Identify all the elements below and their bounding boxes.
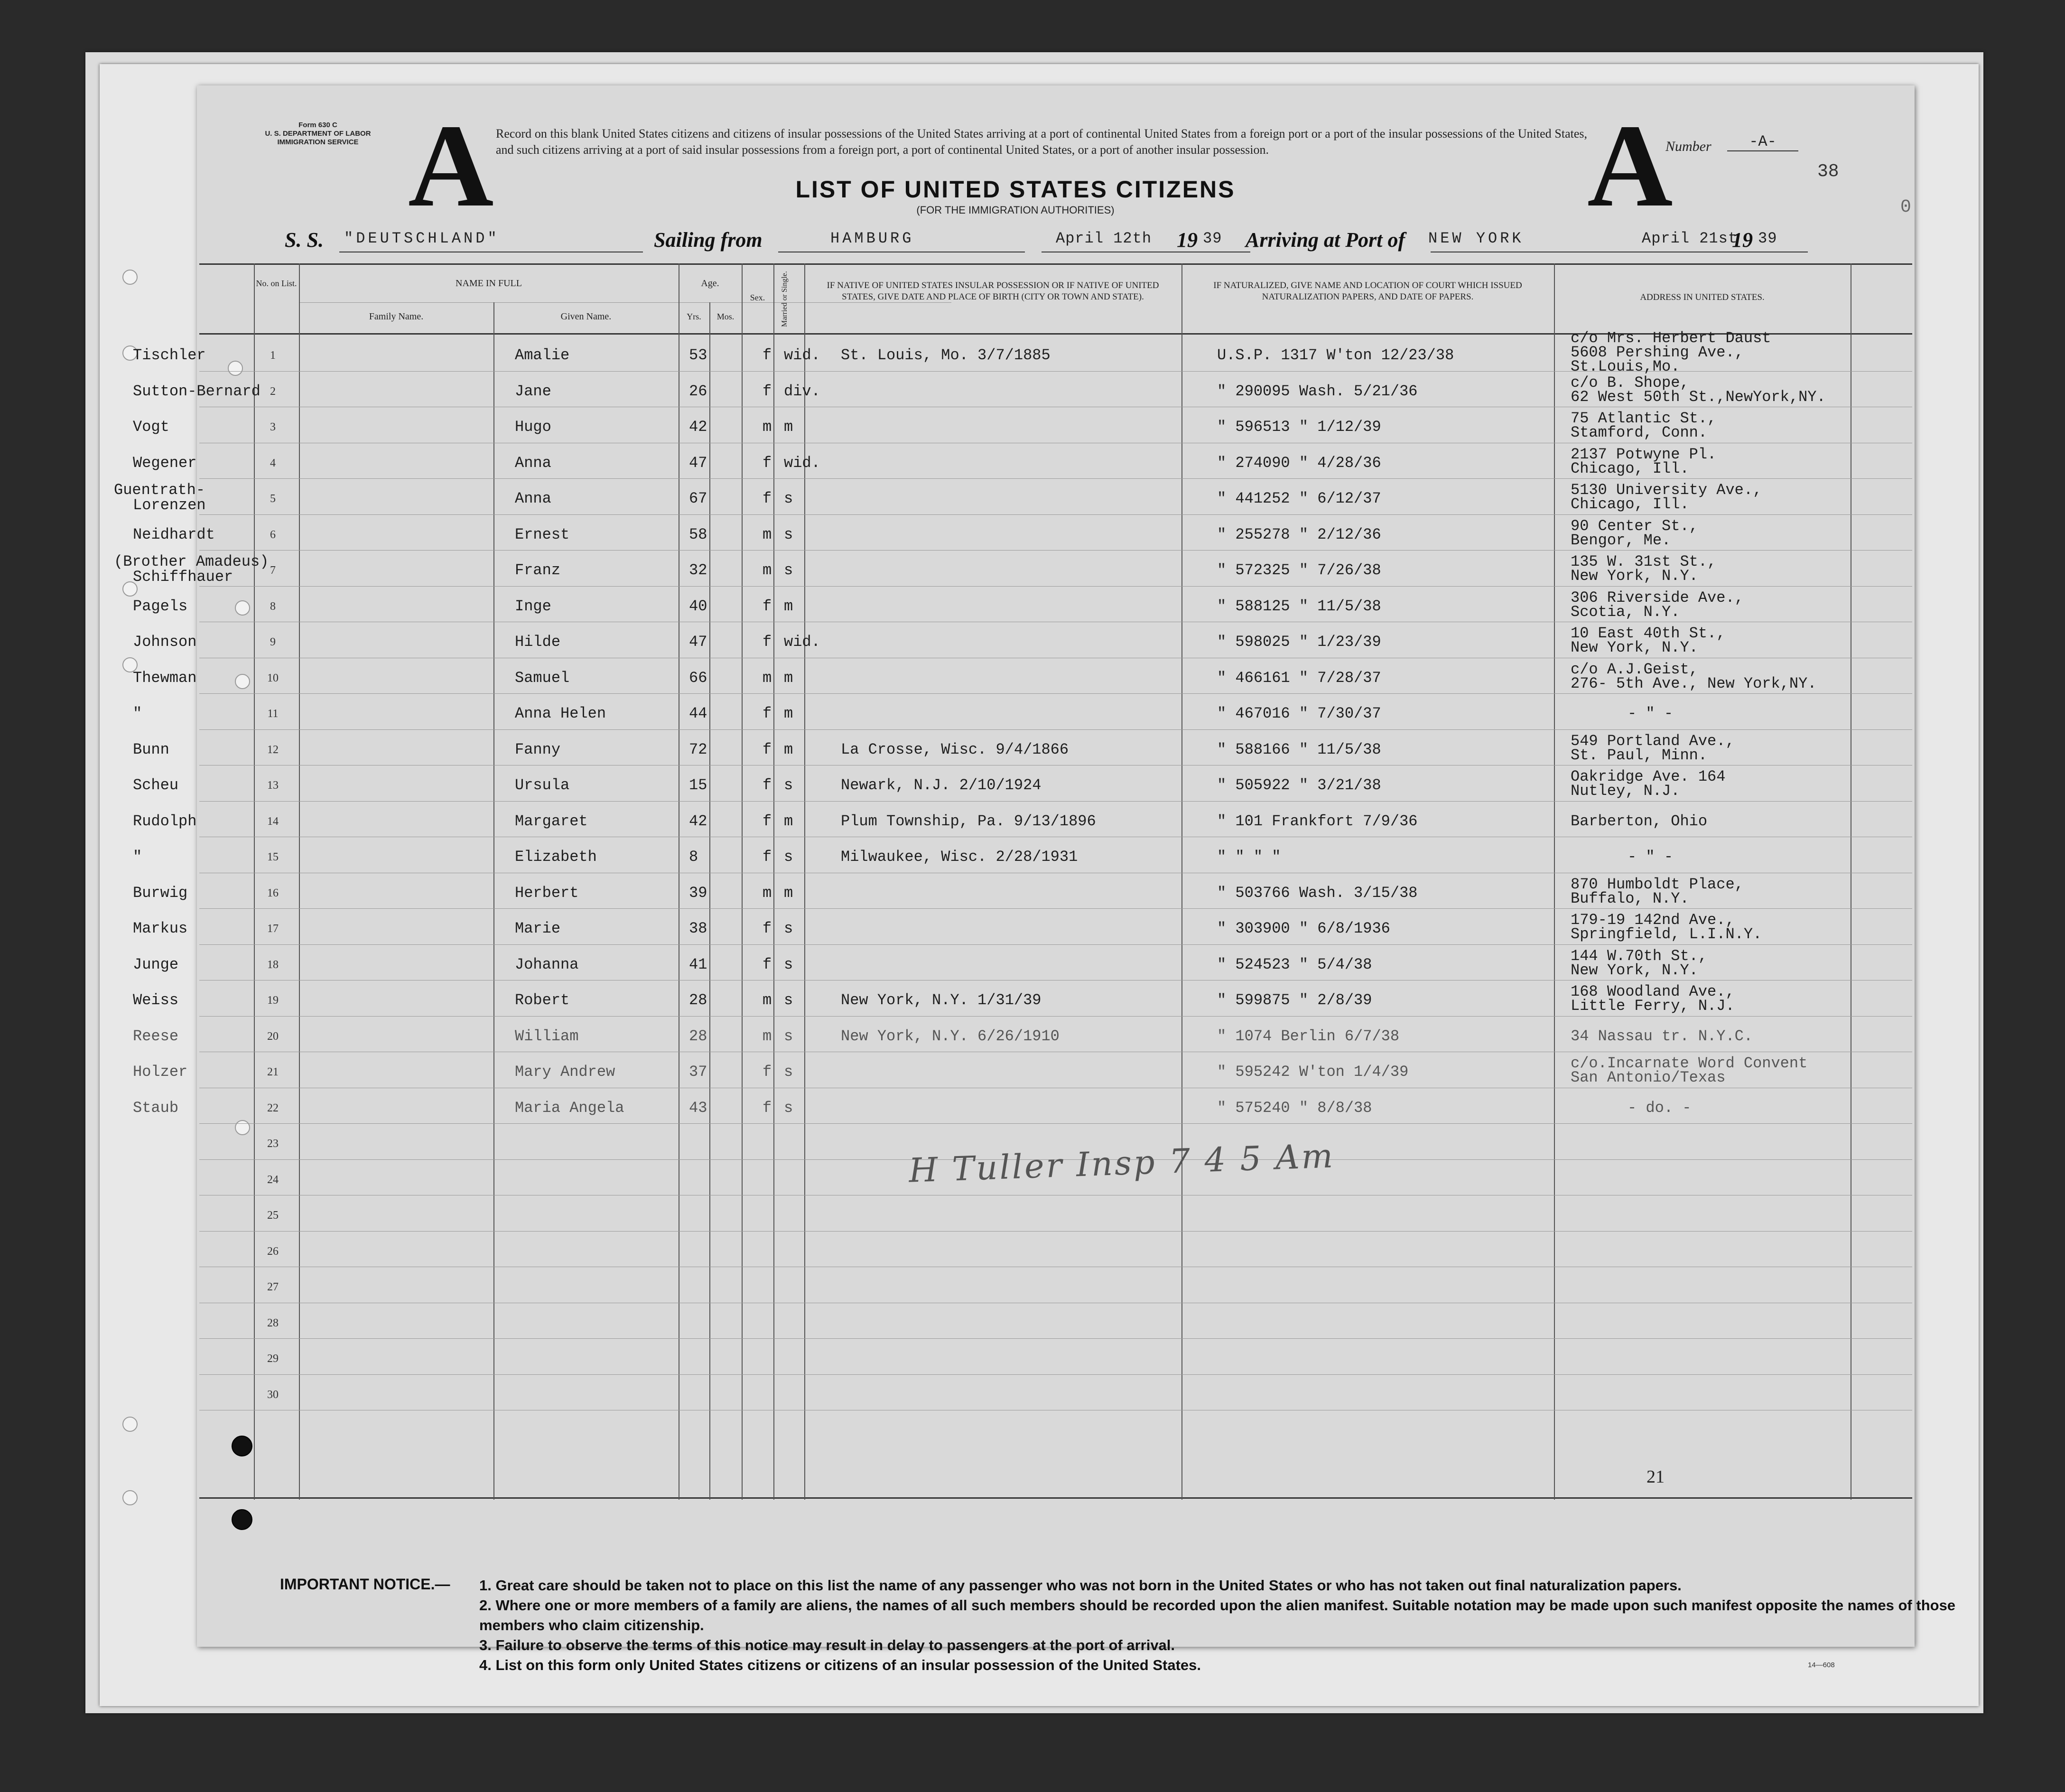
naturalization-info: " 274090 " 4/28/36 — [1217, 454, 1381, 472]
marital-status: s — [784, 1063, 793, 1081]
birth-info: Newark, N.J. 2/10/1924 — [841, 776, 1042, 794]
address-line-1: Oakridge Ave. 164 — [1571, 768, 1726, 785]
naturalization-info: " 595242 W'ton 1/4/39 — [1217, 1063, 1409, 1081]
naturalization-info: " 575240 " 8/8/38 — [1217, 1099, 1372, 1117]
age-years: 44 — [689, 705, 707, 722]
given-name: Mary Andrew — [515, 1063, 615, 1081]
inspector-signature: H Tuller Insp 7 4 5 Am — [908, 1136, 1336, 1190]
row-divider — [199, 801, 1912, 802]
marital-status: m — [784, 418, 793, 436]
address-line-1: - do. - — [1628, 1099, 1692, 1117]
arrival-port: NEW YORK — [1428, 230, 1524, 247]
family-name-line-2: Lorenzen — [133, 496, 206, 514]
sailing-port: HAMBURG — [830, 230, 914, 247]
row-number: 17 — [267, 923, 279, 935]
row-number: 2 — [270, 385, 276, 398]
marital-status: wid. — [784, 454, 820, 472]
notice-item-4: 4. List on this form only United States citizens or citizens of an insular possession of the United States. — [479, 1657, 1201, 1673]
address-line-1: 34 Nassau tr. N.Y.C. — [1571, 1027, 1753, 1045]
family-name: (Brother Amadeus) — [114, 553, 269, 570]
given-name: Hugo — [515, 418, 551, 436]
col-divider — [773, 263, 774, 1500]
family-name: Pagels — [133, 597, 188, 615]
given-name: William — [515, 1027, 579, 1045]
sex: f — [763, 920, 772, 937]
col-header-married: Married or Single. — [781, 271, 789, 327]
row-number: 3 — [270, 421, 276, 433]
address-line-2: Bengor, Me. — [1571, 531, 1671, 549]
given-name: Marie — [515, 920, 561, 937]
sex: m — [763, 1027, 772, 1045]
family-name: Guentrath- — [114, 481, 205, 499]
age-years: 28 — [689, 991, 707, 1009]
row-number: 18 — [267, 958, 279, 971]
family-name: Neidhardt — [133, 525, 215, 543]
given-name: Johanna — [515, 955, 579, 973]
table-top-border — [199, 263, 1912, 265]
notice-item-1: 1. Great care should be taken not to place on this list the name of any passenger who was not born in the United States or who has not taken out final naturalization papers. — [479, 1577, 1682, 1594]
row-number: 29 — [267, 1353, 279, 1365]
col-header-yrs: Yrs. — [687, 312, 701, 321]
sex: m — [763, 669, 772, 687]
year-prefix-1: 19 — [1177, 228, 1198, 252]
age-years: 53 — [689, 346, 707, 364]
marital-status: m — [784, 669, 793, 687]
address-line-2: St. Paul, Minn. — [1571, 746, 1708, 764]
given-name: Franz — [515, 561, 561, 579]
naturalization-info: " " " " — [1217, 848, 1281, 866]
address-line-2: Buffalo, N.Y. — [1571, 889, 1689, 907]
arriving-label: Arriving at Port of — [1246, 228, 1405, 252]
marital-status: m — [784, 597, 793, 615]
class-letter-left: A — [408, 100, 494, 232]
row-number: 4 — [270, 457, 276, 469]
row-divider — [199, 586, 1912, 587]
address-line-1: 75 Atlantic St., — [1571, 410, 1717, 427]
binder-hole — [232, 1509, 252, 1530]
age-years: 15 — [689, 776, 707, 794]
row-divider — [199, 908, 1912, 909]
address-line-2: 62 West 50th St.,NewYork,NY. — [1571, 388, 1826, 406]
given-name: Ursula — [515, 776, 570, 794]
address-line-2: New York, N.Y. — [1571, 567, 1698, 585]
form-code: 14—608 — [1808, 1661, 1835, 1669]
address-line-1: c/o B. Shope, — [1571, 373, 1689, 392]
given-name: Samuel — [515, 669, 570, 687]
col-header-family: Family Name. — [369, 311, 424, 322]
age-years: 47 — [689, 454, 707, 472]
age-years: 42 — [689, 418, 707, 436]
family-name: Reese — [133, 1027, 179, 1045]
row-number: 28 — [267, 1316, 279, 1329]
col-header-name: NAME IN FULL — [456, 278, 522, 289]
sex: f — [763, 346, 772, 364]
row-number: 7 — [270, 564, 276, 577]
sex: f — [763, 848, 772, 866]
naturalization-info: " 505922 " 3/21/38 — [1217, 776, 1381, 794]
marital-status: s — [784, 525, 793, 543]
address-line-1: 306 Riverside Ave., — [1571, 588, 1744, 607]
row-divider — [199, 944, 1912, 945]
form-identifier — [256, 121, 380, 147]
naturalization-info: " 503766 Wash. 3/15/38 — [1217, 884, 1418, 902]
age-years: 47 — [689, 633, 707, 651]
given-name: Robert — [515, 991, 570, 1009]
age-years: 38 — [689, 920, 707, 937]
family-name: Holzer — [133, 1063, 188, 1081]
row-number: 15 — [267, 851, 279, 863]
age-years: 58 — [689, 525, 707, 543]
row-divider — [199, 1231, 1912, 1232]
sex: f — [763, 597, 772, 615]
row-number: 5 — [270, 493, 276, 505]
age-years: 66 — [689, 669, 707, 687]
row-number: 24 — [267, 1173, 279, 1186]
address-line-2: Nutley, N.J. — [1571, 782, 1680, 800]
address-line-1: c/o Mrs. Herbert Daust — [1571, 329, 1771, 347]
sex: f — [763, 740, 772, 758]
col-header-given: Given Name. — [560, 311, 612, 322]
notice-item-2: 2. Where one or more members of a family are aliens, the names of all such members should be recorded upon the alien manifest. Suitable notation may be made upon such manifest opposite the names of those members who claim citizenship. — [479, 1597, 1956, 1633]
number-value: -A- — [1727, 133, 1798, 151]
address-line-1: 90 Center St., — [1571, 517, 1698, 535]
address-line-1: c/o A.J.Geist, — [1571, 660, 1698, 678]
row-number: 26 — [267, 1245, 279, 1258]
binder-hole — [122, 270, 138, 285]
notice-heading: IMPORTANT NOTICE.— — [280, 1576, 450, 1593]
naturalization-info: " 467016 " 7/30/37 — [1217, 705, 1381, 722]
age-years: 26 — [689, 382, 707, 400]
row-number: 8 — [270, 600, 276, 613]
marital-status: s — [784, 1099, 793, 1117]
address-line-2: Scotia, N.Y. — [1571, 603, 1680, 621]
sex: f — [763, 955, 772, 973]
marital-status: m — [784, 812, 793, 830]
family-name: Weiss — [133, 991, 179, 1009]
row-number: 13 — [267, 779, 279, 792]
marital-status: m — [784, 740, 793, 758]
naturalization-info: " 101 Frankfort 7/9/36 — [1217, 812, 1418, 830]
sex: m — [763, 561, 772, 579]
row-number: 11 — [267, 708, 279, 720]
naturalization-info: " 290095 Wash. 5/21/36 — [1217, 382, 1418, 400]
address-line-1: 870 Humboldt Place, — [1571, 875, 1744, 893]
address-line-1: c/o.Incarnate Word Convent — [1571, 1055, 1808, 1072]
family-name: Scheu — [133, 776, 179, 794]
row-number: 21 — [267, 1066, 279, 1078]
given-name: Anna — [515, 454, 551, 472]
col-divider — [493, 302, 494, 1500]
marital-status: s — [784, 1027, 793, 1045]
address-line-1: 549 Portland Ave., — [1571, 732, 1735, 750]
address-line-2: Chicago, Ill. — [1571, 459, 1689, 477]
sex: f — [763, 1063, 772, 1081]
given-name: Ernest — [515, 525, 570, 543]
col-header-mos: Mos. — [716, 312, 735, 321]
row-number: 12 — [267, 743, 279, 756]
family-name: Tischler — [133, 346, 206, 364]
sex: m — [763, 525, 772, 543]
col-divider — [254, 263, 255, 1500]
family-name: Thewman — [133, 669, 197, 687]
col-divider — [1181, 263, 1182, 1500]
row-number: 22 — [267, 1101, 279, 1114]
family-name: Wegener — [133, 454, 197, 472]
ss-label: S. S. — [285, 228, 324, 252]
birth-info: New York, N.Y. 6/26/1910 — [841, 1027, 1060, 1045]
address-line-1: 5130 University Ave., — [1571, 481, 1762, 499]
address-line-3: St.Louis,Mo. — [1571, 358, 1680, 375]
address-line-1: Barberton, Ohio — [1571, 812, 1708, 830]
marital-status: s — [784, 848, 793, 866]
row-number: 9 — [270, 636, 276, 648]
birth-info: La Crosse, Wisc. 9/4/1866 — [841, 740, 1069, 758]
sex: f — [763, 1099, 772, 1117]
sex: f — [763, 705, 772, 722]
address-line-1: 179-19 142nd Ave., — [1571, 911, 1735, 929]
age-years: 41 — [689, 955, 707, 973]
family-name: Bunn — [133, 740, 169, 758]
family-name: Johnson — [133, 633, 197, 651]
family-name: Vogt — [133, 418, 169, 436]
address-line-1: 144 W.70th St., — [1571, 947, 1708, 965]
naturalization-info: " 466161 " 7/28/37 — [1217, 669, 1381, 687]
age-years: 39 — [689, 884, 707, 902]
address-line-1: - " - — [1628, 705, 1674, 722]
address-line-2: San Antonio/Texas — [1571, 1069, 1726, 1086]
given-name: Elizabeth — [515, 848, 597, 866]
address-line-2: Chicago, Ill. — [1571, 495, 1689, 513]
naturalization-info: " 572325 " 7/26/38 — [1217, 561, 1381, 579]
row-divider — [199, 514, 1912, 515]
given-name: Amalie — [515, 346, 570, 364]
number-label: Number — [1665, 139, 1712, 154]
age-years: 42 — [689, 812, 707, 830]
birth-info: St. Louis, Mo. 3/7/1885 — [841, 346, 1051, 364]
marital-status: s — [784, 490, 793, 507]
marital-status: s — [784, 955, 793, 973]
marital-status: m — [784, 705, 793, 722]
row-divider — [199, 693, 1912, 694]
row-divider — [199, 550, 1912, 551]
marital-status: s — [784, 991, 793, 1009]
naturalization-info: " 598025 " 1/23/39 — [1217, 633, 1381, 651]
page-number: 38 — [1817, 161, 1839, 182]
col-divider — [804, 263, 805, 1500]
family-name: " — [133, 705, 142, 722]
stamp-number: 21 — [1646, 1467, 1665, 1487]
col-header-age: Age. — [701, 278, 719, 289]
address-line-1: 10 East 40th St., — [1571, 625, 1726, 642]
given-name: Herbert — [515, 884, 579, 902]
family-name: Markus — [133, 920, 188, 937]
col-header-birth: IF NATIVE OF UNITED STATES INSULAR POSSESSION OR IF NATIVE OF UNITED STATES, GIVE DATE AND PLACE OF BIRTH (CITY OR TOWN AND STATE). — [827, 280, 1159, 302]
naturalization-info: " 588166 " 11/5/38 — [1217, 740, 1381, 758]
notice-item-3: 3. Failure to observe the terms of this notice may result in delay to passengers at the port of arrival. — [479, 1637, 1175, 1653]
given-name: Jane — [515, 382, 551, 400]
age-years: 32 — [689, 561, 707, 579]
marital-status: div. — [784, 382, 820, 400]
address-line-2: 5608 Pershing Ave., — [1571, 344, 1744, 361]
address-line-2: Stamford, Conn. — [1571, 424, 1708, 441]
row-number: 27 — [267, 1281, 279, 1293]
marital-status: s — [784, 561, 793, 579]
marital-status: s — [784, 776, 793, 794]
age-years: 8 — [689, 848, 698, 866]
sex: f — [763, 812, 772, 830]
sailing-year: 39 — [1203, 230, 1222, 247]
naturalization-info: " 441252 " 6/12/37 — [1217, 490, 1381, 507]
arrival-year: 39 — [1758, 230, 1777, 247]
age-years: 43 — [689, 1099, 707, 1117]
col-divider — [299, 263, 300, 1500]
address-line-1: 168 Woodland Ave., — [1571, 983, 1735, 1000]
marital-status: s — [784, 920, 793, 937]
birth-info: New York, N.Y. 1/31/39 — [841, 991, 1042, 1009]
given-name: Anna Helen — [515, 705, 606, 722]
binder-hole — [122, 1490, 138, 1505]
row-divider — [199, 1338, 1912, 1339]
age-years: 40 — [689, 597, 707, 615]
marital-status: wid. — [784, 346, 820, 364]
naturalization-info: " 596513 " 1/12/39 — [1217, 418, 1381, 436]
row-number: 16 — [267, 887, 279, 899]
sailing-date: April 12th — [1056, 230, 1152, 247]
birth-info: Plum Township, Pa. 9/13/1896 — [841, 812, 1096, 830]
address-line-2: New York, N.Y. — [1571, 639, 1698, 656]
col-header-naturalized: IF NATURALIZED, GIVE NAME AND LOCATION OF COURT WHICH ISSUED NATURALIZATION PAPERS, AND DATE OF PAPERS. — [1213, 280, 1522, 302]
ship-name: "DEUTSCHLAND" — [344, 230, 500, 247]
given-name: Anna — [515, 490, 551, 507]
family-name: Junge — [133, 955, 179, 973]
given-name: Hilde — [515, 633, 561, 651]
age-years: 28 — [689, 1027, 707, 1045]
family-name: " — [133, 848, 142, 866]
given-name: Fanny — [515, 740, 561, 758]
birth-info: Milwaukee, Wisc. 2/28/1931 — [841, 848, 1078, 866]
row-number: 1 — [270, 349, 276, 362]
address-line-1: 135 W. 31st St., — [1571, 553, 1717, 570]
row-divider — [199, 1016, 1912, 1017]
naturalization-info: U.S.P. 1317 W'ton 12/23/38 — [1217, 346, 1454, 364]
address-line-1: 2137 Potwyne Pl. — [1571, 445, 1717, 463]
form-instructions: Record on this blank United States citizens and citizens of insular possessions of the United States arriving at a port of continental United States from a foreign port or a port of the insular possessions of the United States, and such citizens arriving at a port of said insular possessions from a foreign port, a port of continental United States, or a port of another insular possession. — [496, 127, 1587, 157]
given-name: Margaret — [515, 812, 588, 830]
given-name: Maria Angela — [515, 1099, 624, 1117]
marital-status: m — [784, 884, 793, 902]
marital-status: wid. — [784, 633, 820, 651]
address-line-2: New York, N.Y. — [1571, 961, 1698, 979]
sailing-label: Sailing from — [654, 228, 763, 252]
naturalization-info: " 1074 Berlin 6/7/38 — [1217, 1027, 1400, 1045]
table-bottom-border — [199, 1497, 1912, 1499]
family-name-line-2: Schiffhauer — [133, 568, 233, 586]
age-years: 67 — [689, 490, 707, 507]
age-years: 37 — [689, 1063, 707, 1081]
naturalization-info: " 303900 " 6/8/1936 — [1217, 920, 1390, 937]
sex: f — [763, 633, 772, 651]
page-title: LIST OF UNITED STATES CITIZENS — [795, 176, 1236, 203]
row-number: 23 — [267, 1138, 279, 1150]
row-number: 30 — [267, 1388, 279, 1401]
address-line-1: - " - — [1628, 848, 1674, 866]
sex: f — [763, 382, 772, 400]
page-subtitle: (FOR THE IMMIGRATION AUTHORITIES) — [916, 204, 1115, 216]
address-line-2: Springfield, L.I.N.Y. — [1571, 925, 1762, 943]
col-header-sex: Sex. — [750, 293, 765, 302]
department-name: U. S. DEPARTMENT OF LABOR — [265, 130, 371, 138]
naturalization-info: " 255278 " 2/12/36 — [1217, 525, 1381, 543]
row-number: 19 — [267, 994, 279, 1007]
arrival-date: April 21st — [1642, 230, 1738, 247]
family-name: Sutton-Bernard — [133, 382, 260, 400]
row-divider — [199, 1123, 1912, 1124]
sex: m — [763, 991, 772, 1009]
age-years: 72 — [689, 740, 707, 758]
row-number: 20 — [267, 1030, 279, 1043]
family-name: Staub — [133, 1099, 179, 1117]
address-line-2: Little Ferry, N.J. — [1571, 997, 1735, 1015]
row-divider — [199, 1374, 1912, 1375]
row-number: 10 — [267, 672, 279, 684]
col-header-address: ADDRESS IN UNITED STATES. — [1640, 292, 1765, 302]
form-number: Form 630 C — [298, 121, 337, 129]
col-header-no: No. on List. — [256, 279, 297, 288]
sex: f — [763, 454, 772, 472]
row-number: 25 — [267, 1209, 279, 1222]
edge-mark: 0 — [1900, 197, 1911, 217]
col-divider — [709, 302, 710, 1500]
naturalization-info: " 599875 " 2/8/39 — [1217, 991, 1372, 1009]
sex: f — [763, 776, 772, 794]
service-name: IMMIGRATION SERVICE — [277, 138, 359, 146]
class-letter-right: A — [1587, 100, 1673, 232]
row-divider — [199, 478, 1912, 479]
year-prefix-2: 19 — [1732, 228, 1753, 252]
address-line-2: 276- 5th Ave., New York,NY. — [1571, 674, 1817, 692]
sex: m — [763, 418, 772, 436]
family-name: Burwig — [133, 884, 188, 902]
row-divider — [199, 729, 1912, 730]
naturalization-info: " 524523 " 5/4/38 — [1217, 955, 1372, 973]
binder-hole — [122, 1417, 138, 1432]
naturalization-info: " 588125 " 11/5/38 — [1217, 597, 1381, 615]
row-number: 6 — [270, 528, 276, 541]
given-name: Inge — [515, 597, 551, 615]
row-number: 14 — [267, 815, 279, 828]
family-name: Rudolph — [133, 812, 197, 830]
sex: m — [763, 884, 772, 902]
col-divider — [1554, 263, 1555, 1500]
col-divider — [742, 263, 743, 1500]
sex: f — [763, 490, 772, 507]
